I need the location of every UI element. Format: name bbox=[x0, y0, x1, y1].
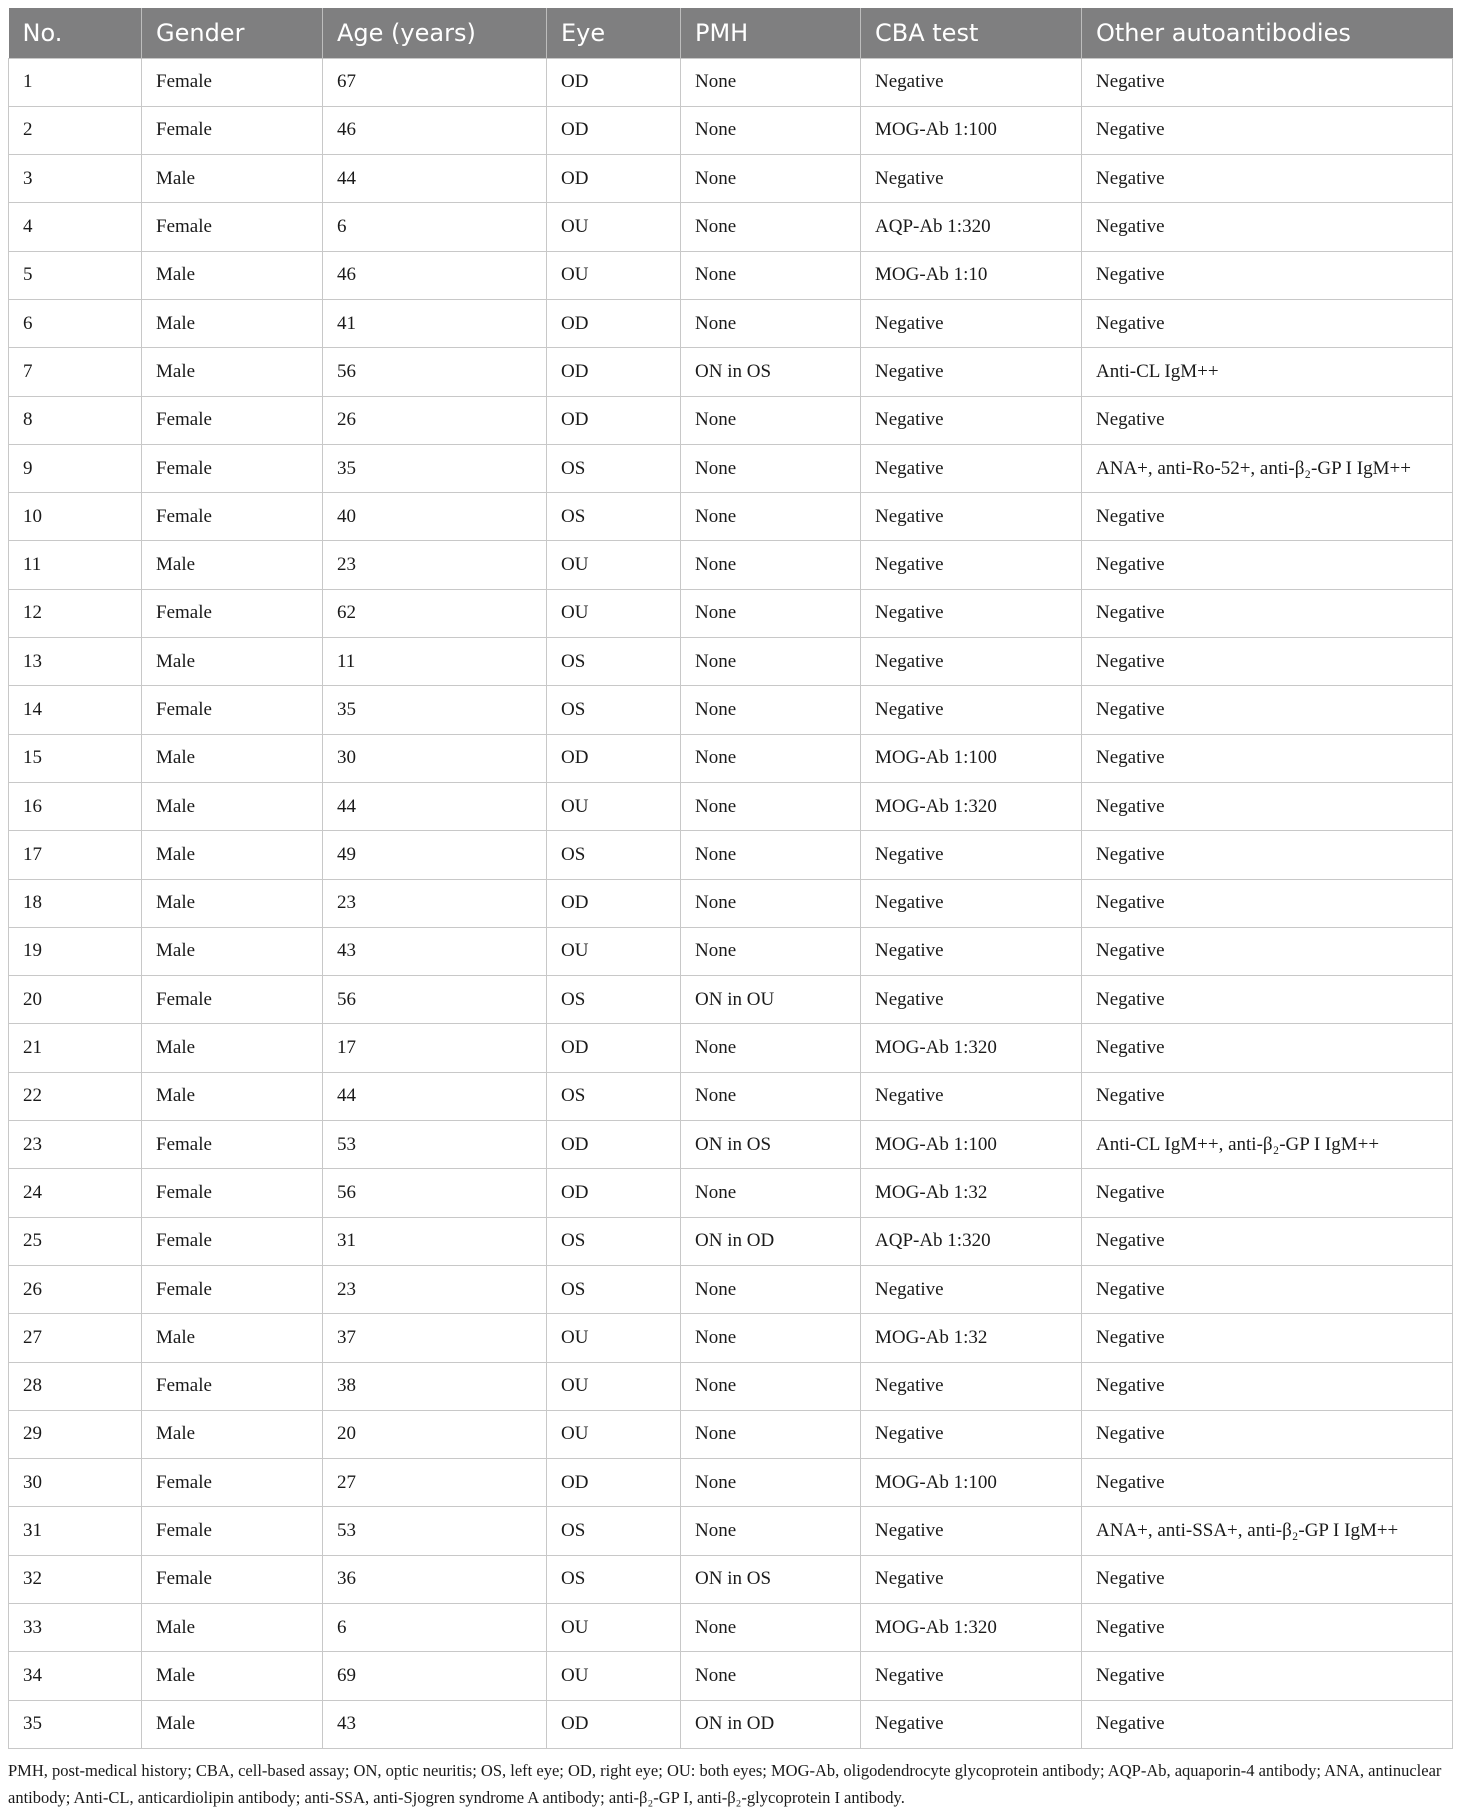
table-row bbox=[9, 155, 1453, 203]
cell-pmh: None bbox=[681, 927, 861, 975]
cell-gender: Female bbox=[142, 203, 323, 251]
cell-pmh: None bbox=[681, 638, 861, 686]
cell-cba-test: Negative bbox=[861, 541, 1082, 589]
cell-gender: Female bbox=[142, 1217, 323, 1265]
cell-pmh: None bbox=[681, 203, 861, 251]
cell-cba-test: Negative bbox=[861, 58, 1082, 106]
cell-no: 3 bbox=[9, 155, 142, 203]
cell-gender: Female bbox=[142, 493, 323, 541]
cell-no: 17 bbox=[9, 831, 142, 879]
cell-other-autoantibodies: Negative bbox=[1082, 589, 1453, 637]
header-pmh: PMH bbox=[681, 8, 861, 58]
table-row bbox=[9, 1652, 1453, 1700]
cell-eye: OU bbox=[547, 1314, 681, 1362]
cell-cba-test: Negative bbox=[861, 444, 1082, 492]
cell-eye: OU bbox=[547, 251, 681, 299]
table-row bbox=[9, 1700, 1453, 1748]
cell-no: 23 bbox=[9, 1121, 142, 1169]
table-row bbox=[9, 1072, 1453, 1120]
cell-eye: OS bbox=[547, 1507, 681, 1555]
cell-age: 56 bbox=[323, 976, 547, 1024]
cell-eye: OU bbox=[547, 1362, 681, 1410]
cell-other-autoantibodies: Negative bbox=[1082, 1459, 1453, 1507]
cell-age: 23 bbox=[323, 879, 547, 927]
cell-other-autoantibodies: Negative bbox=[1082, 493, 1453, 541]
header-other-autoantibodies: Other autoantibodies bbox=[1082, 8, 1453, 58]
cell-age: 27 bbox=[323, 1459, 547, 1507]
cell-age: 41 bbox=[323, 299, 547, 347]
cell-pmh: None bbox=[681, 879, 861, 927]
table-row bbox=[9, 831, 1453, 879]
cell-other-autoantibodies: Negative bbox=[1082, 734, 1453, 782]
cell-other-autoantibodies: Negative bbox=[1082, 831, 1453, 879]
cell-no: 26 bbox=[9, 1265, 142, 1313]
cell-eye: OU bbox=[547, 782, 681, 830]
cell-cba-test: Negative bbox=[861, 396, 1082, 444]
cell-no: 34 bbox=[9, 1652, 142, 1700]
cell-age: 30 bbox=[323, 734, 547, 782]
cell-cba-test: Negative bbox=[861, 348, 1082, 396]
cell-other-autoantibodies: Negative bbox=[1082, 1604, 1453, 1652]
cell-eye: OD bbox=[547, 348, 681, 396]
cell-eye: OS bbox=[547, 976, 681, 1024]
cell-eye: OD bbox=[547, 299, 681, 347]
cell-age: 23 bbox=[323, 1265, 547, 1313]
cell-pmh: ON in OD bbox=[681, 1700, 861, 1748]
cell-other-autoantibodies: Negative bbox=[1082, 1555, 1453, 1603]
cell-other-autoantibodies: Negative bbox=[1082, 976, 1453, 1024]
cell-pmh: None bbox=[681, 1314, 861, 1362]
header-gender: Gender bbox=[142, 8, 323, 58]
cell-eye: OU bbox=[547, 541, 681, 589]
cell-gender: Male bbox=[142, 1314, 323, 1362]
cell-other-autoantibodies: Negative bbox=[1082, 58, 1453, 106]
cell-eye: OU bbox=[547, 589, 681, 637]
table-row bbox=[9, 493, 1453, 541]
cell-gender: Male bbox=[142, 734, 323, 782]
cell-no: 14 bbox=[9, 686, 142, 734]
cell-eye: OD bbox=[547, 734, 681, 782]
cell-gender: Female bbox=[142, 1362, 323, 1410]
cell-pmh: None bbox=[681, 686, 861, 734]
table-row bbox=[9, 1362, 1453, 1410]
cell-pmh: None bbox=[681, 1072, 861, 1120]
cell-no: 15 bbox=[9, 734, 142, 782]
cell-gender: Male bbox=[142, 782, 323, 830]
table-row bbox=[9, 1314, 1453, 1362]
cell-other-autoantibodies: Anti-CL IgM++ bbox=[1082, 348, 1453, 396]
cell-no: 32 bbox=[9, 1555, 142, 1603]
cell-eye: OD bbox=[547, 1024, 681, 1072]
cell-gender: Female bbox=[142, 1121, 323, 1169]
cell-pmh: None bbox=[681, 1652, 861, 1700]
cell-gender: Female bbox=[142, 1459, 323, 1507]
cell-gender: Male bbox=[142, 638, 323, 686]
cell-eye: OU bbox=[547, 1652, 681, 1700]
cell-no: 21 bbox=[9, 1024, 142, 1072]
cell-no: 4 bbox=[9, 203, 142, 251]
cell-cba-test: MOG-Ab 1:320 bbox=[861, 1604, 1082, 1652]
cell-no: 5 bbox=[9, 251, 142, 299]
table-row bbox=[9, 1217, 1453, 1265]
table-row bbox=[9, 396, 1453, 444]
cell-other-autoantibodies: Negative bbox=[1082, 638, 1453, 686]
cell-pmh: None bbox=[681, 734, 861, 782]
cell-eye: OS bbox=[547, 1072, 681, 1120]
cell-cba-test: MOG-Ab 1:100 bbox=[861, 1459, 1082, 1507]
cell-cba-test: AQP-Ab 1:320 bbox=[861, 1217, 1082, 1265]
cell-gender: Male bbox=[142, 299, 323, 347]
cell-eye: OD bbox=[547, 1121, 681, 1169]
table-row bbox=[9, 976, 1453, 1024]
cell-other-autoantibodies: Negative bbox=[1082, 1265, 1453, 1313]
header-age: Age (years) bbox=[323, 8, 547, 58]
cell-no: 2 bbox=[9, 106, 142, 154]
cell-gender: Male bbox=[142, 155, 323, 203]
cell-eye: OS bbox=[547, 1555, 681, 1603]
cell-gender: Female bbox=[142, 1265, 323, 1313]
table-body bbox=[9, 58, 1453, 1748]
table-row bbox=[9, 1024, 1453, 1072]
cell-gender: Male bbox=[142, 348, 323, 396]
cell-gender: Female bbox=[142, 686, 323, 734]
cell-age: 40 bbox=[323, 493, 547, 541]
cell-pmh: None bbox=[681, 541, 861, 589]
cell-pmh: None bbox=[681, 299, 861, 347]
cell-gender: Female bbox=[142, 1507, 323, 1555]
cell-age: 6 bbox=[323, 203, 547, 251]
cell-other-autoantibodies: Negative bbox=[1082, 1024, 1453, 1072]
cell-other-autoantibodies: Negative bbox=[1082, 927, 1453, 975]
cell-pmh: ON in OS bbox=[681, 1121, 861, 1169]
cell-gender: Female bbox=[142, 976, 323, 1024]
cell-gender: Female bbox=[142, 106, 323, 154]
table-row bbox=[9, 782, 1453, 830]
cell-cba-test: Negative bbox=[861, 589, 1082, 637]
header-eye: Eye bbox=[547, 8, 681, 58]
cell-pmh: ON in OU bbox=[681, 976, 861, 1024]
table-row bbox=[9, 251, 1453, 299]
cell-eye: OS bbox=[547, 493, 681, 541]
cell-gender: Male bbox=[142, 1024, 323, 1072]
cell-cba-test: MOG-Ab 1:320 bbox=[861, 1024, 1082, 1072]
cell-age: 6 bbox=[323, 1604, 547, 1652]
cell-other-autoantibodies: Negative bbox=[1082, 686, 1453, 734]
table-row bbox=[9, 1507, 1453, 1555]
cell-eye: OD bbox=[547, 879, 681, 927]
cell-cba-test: Negative bbox=[861, 1700, 1082, 1748]
table-row bbox=[9, 203, 1453, 251]
cell-gender: Male bbox=[142, 1410, 323, 1458]
cell-gender: Male bbox=[142, 541, 323, 589]
cell-gender: Female bbox=[142, 444, 323, 492]
cell-no: 8 bbox=[9, 396, 142, 444]
cell-no: 12 bbox=[9, 589, 142, 637]
cell-no: 33 bbox=[9, 1604, 142, 1652]
cell-other-autoantibodies: Anti-CL IgM++, anti-β₂-GP I IgM++ bbox=[1082, 1121, 1453, 1169]
cell-age: 35 bbox=[323, 686, 547, 734]
cell-age: 43 bbox=[323, 927, 547, 975]
cell-pmh: None bbox=[681, 1604, 861, 1652]
cell-eye: OD bbox=[547, 1169, 681, 1217]
cell-no: 31 bbox=[9, 1507, 142, 1555]
cell-pmh: None bbox=[681, 493, 861, 541]
table-row bbox=[9, 299, 1453, 347]
cell-pmh: None bbox=[681, 251, 861, 299]
table-row bbox=[9, 58, 1453, 106]
cell-cba-test: Negative bbox=[861, 1265, 1082, 1313]
cell-eye: OS bbox=[547, 1265, 681, 1313]
cell-age: 44 bbox=[323, 1072, 547, 1120]
table-container bbox=[8, 8, 1452, 1811]
cell-gender: Female bbox=[142, 1169, 323, 1217]
cell-gender: Male bbox=[142, 1652, 323, 1700]
cell-no: 22 bbox=[9, 1072, 142, 1120]
cell-pmh: None bbox=[681, 1410, 861, 1458]
cell-age: 53 bbox=[323, 1507, 547, 1555]
cell-no: 7 bbox=[9, 348, 142, 396]
cell-cba-test: Negative bbox=[861, 1652, 1082, 1700]
cell-no: 6 bbox=[9, 299, 142, 347]
table-row bbox=[9, 1121, 1453, 1169]
cell-cba-test: MOG-Ab 1:100 bbox=[861, 734, 1082, 782]
cell-pmh: None bbox=[681, 1507, 861, 1555]
cell-eye: OS bbox=[547, 638, 681, 686]
cell-age: 23 bbox=[323, 541, 547, 589]
cell-gender: Male bbox=[142, 1604, 323, 1652]
cell-gender: Male bbox=[142, 927, 323, 975]
cell-no: 9 bbox=[9, 444, 142, 492]
cell-pmh: None bbox=[681, 1169, 861, 1217]
cell-cba-test: Negative bbox=[861, 638, 1082, 686]
cell-no: 13 bbox=[9, 638, 142, 686]
cell-cba-test: MOG-Ab 1:10 bbox=[861, 251, 1082, 299]
cell-gender: Female bbox=[142, 589, 323, 637]
cell-age: 69 bbox=[323, 1652, 547, 1700]
cell-age: 20 bbox=[323, 1410, 547, 1458]
cell-eye: OD bbox=[547, 1700, 681, 1748]
cell-age: 62 bbox=[323, 589, 547, 637]
cell-age: 56 bbox=[323, 1169, 547, 1217]
cell-cba-test: Negative bbox=[861, 155, 1082, 203]
table-row bbox=[9, 106, 1453, 154]
cell-cba-test: MOG-Ab 1:320 bbox=[861, 782, 1082, 830]
table-header-row bbox=[9, 8, 1453, 58]
cell-cba-test: Negative bbox=[861, 686, 1082, 734]
table-row bbox=[9, 638, 1453, 686]
cell-other-autoantibodies: Negative bbox=[1082, 1700, 1453, 1748]
cell-eye: OS bbox=[547, 686, 681, 734]
cell-no: 16 bbox=[9, 782, 142, 830]
cell-other-autoantibodies: Negative bbox=[1082, 155, 1453, 203]
cell-pmh: None bbox=[681, 1362, 861, 1410]
cell-age: 11 bbox=[323, 638, 547, 686]
cell-age: 35 bbox=[323, 444, 547, 492]
cell-other-autoantibodies: Negative bbox=[1082, 782, 1453, 830]
cell-no: 35 bbox=[9, 1700, 142, 1748]
table-row bbox=[9, 1555, 1453, 1603]
cell-cba-test: Negative bbox=[861, 976, 1082, 1024]
cell-cba-test: MOG-Ab 1:32 bbox=[861, 1169, 1082, 1217]
cell-pmh: None bbox=[681, 106, 861, 154]
cell-gender: Male bbox=[142, 1700, 323, 1748]
cell-gender: Male bbox=[142, 831, 323, 879]
cell-age: 17 bbox=[323, 1024, 547, 1072]
cell-cba-test: Negative bbox=[861, 1410, 1082, 1458]
cell-no: 25 bbox=[9, 1217, 142, 1265]
cell-no: 10 bbox=[9, 493, 142, 541]
cell-gender: Male bbox=[142, 1072, 323, 1120]
cell-eye: OS bbox=[547, 444, 681, 492]
cell-age: 56 bbox=[323, 348, 547, 396]
table-row bbox=[9, 879, 1453, 927]
cell-pmh: ON in OD bbox=[681, 1217, 861, 1265]
cell-age: 49 bbox=[323, 831, 547, 879]
cell-eye: OU bbox=[547, 927, 681, 975]
cell-other-autoantibodies: ANA+, anti-SSA+, anti-β₂-GP I IgM++ bbox=[1082, 1507, 1453, 1555]
header-no: No. bbox=[9, 8, 142, 58]
table-row bbox=[9, 589, 1453, 637]
table-row bbox=[9, 686, 1453, 734]
cell-gender: Male bbox=[142, 251, 323, 299]
cell-eye: OD bbox=[547, 58, 681, 106]
cell-no: 24 bbox=[9, 1169, 142, 1217]
cell-no: 19 bbox=[9, 927, 142, 975]
cell-eye: OD bbox=[547, 1459, 681, 1507]
cell-pmh: None bbox=[681, 589, 861, 637]
cell-pmh: None bbox=[681, 58, 861, 106]
cell-other-autoantibodies: Negative bbox=[1082, 1652, 1453, 1700]
table-footnote: PMH, post-medical history; CBA, cell-based assay; ON, optic neuritis; OS, left eye; OD, right eye; OU: both eyes; MOG-Ab, oligodendrocyte glycoprotein antibody; AQP-Ab, aquaporin-4 antibody; ANA, antinuclear antibody; Anti-CL, anticardiolipin antibody; anti-SSA, anti-Sjogren syndrome A antibody; anti-β₂-GP I, anti-β₂-glycoprotein I antibody. bbox=[8, 1760, 1442, 1807]
cell-no: 30 bbox=[9, 1459, 142, 1507]
cell-cba-test: Negative bbox=[861, 927, 1082, 975]
cell-no: 1 bbox=[9, 58, 142, 106]
cell-age: 46 bbox=[323, 251, 547, 299]
cell-other-autoantibodies: Negative bbox=[1082, 203, 1453, 251]
cell-cba-test: MOG-Ab 1:100 bbox=[861, 1121, 1082, 1169]
cell-no: 29 bbox=[9, 1410, 142, 1458]
table-row bbox=[9, 1410, 1453, 1458]
cell-age: 46 bbox=[323, 106, 547, 154]
cell-other-autoantibodies: Negative bbox=[1082, 541, 1453, 589]
cell-age: 38 bbox=[323, 1362, 547, 1410]
cell-cba-test: Negative bbox=[861, 1362, 1082, 1410]
patient-table bbox=[8, 8, 1453, 1749]
cell-gender: Female bbox=[142, 1555, 323, 1603]
cell-cba-test: MOG-Ab 1:32 bbox=[861, 1314, 1082, 1362]
cell-age: 44 bbox=[323, 155, 547, 203]
table-row bbox=[9, 1169, 1453, 1217]
cell-eye: OU bbox=[547, 1604, 681, 1652]
cell-pmh: None bbox=[681, 831, 861, 879]
cell-other-autoantibodies: Negative bbox=[1082, 1217, 1453, 1265]
cell-pmh: ON in OS bbox=[681, 348, 861, 396]
table-row bbox=[9, 1459, 1453, 1507]
cell-no: 18 bbox=[9, 879, 142, 927]
cell-age: 26 bbox=[323, 396, 547, 444]
cell-eye: OD bbox=[547, 155, 681, 203]
table-row bbox=[9, 927, 1453, 975]
cell-pmh: ON in OS bbox=[681, 1555, 861, 1603]
cell-gender: Male bbox=[142, 879, 323, 927]
table-row bbox=[9, 734, 1453, 782]
cell-eye: OS bbox=[547, 1217, 681, 1265]
cell-other-autoantibodies: Negative bbox=[1082, 1072, 1453, 1120]
cell-cba-test: MOG-Ab 1:100 bbox=[861, 106, 1082, 154]
cell-no: 20 bbox=[9, 976, 142, 1024]
cell-no: 28 bbox=[9, 1362, 142, 1410]
header-cba-test: CBA test bbox=[861, 8, 1082, 58]
table-row bbox=[9, 1265, 1453, 1313]
cell-age: 67 bbox=[323, 58, 547, 106]
cell-no: 27 bbox=[9, 1314, 142, 1362]
table-row bbox=[9, 541, 1453, 589]
cell-cba-test: Negative bbox=[861, 493, 1082, 541]
cell-other-autoantibodies: ANA+, anti-Ro-52+, anti-β₂-GP I IgM++ bbox=[1082, 444, 1453, 492]
cell-no: 11 bbox=[9, 541, 142, 589]
cell-other-autoantibodies: Negative bbox=[1082, 1410, 1453, 1458]
cell-age: 44 bbox=[323, 782, 547, 830]
cell-cba-test: Negative bbox=[861, 299, 1082, 347]
cell-pmh: None bbox=[681, 444, 861, 492]
cell-eye: OD bbox=[547, 106, 681, 154]
cell-other-autoantibodies: Negative bbox=[1082, 1362, 1453, 1410]
cell-pmh: None bbox=[681, 396, 861, 444]
cell-cba-test: Negative bbox=[861, 1555, 1082, 1603]
cell-other-autoantibodies: Negative bbox=[1082, 251, 1453, 299]
cell-age: 31 bbox=[323, 1217, 547, 1265]
cell-cba-test: Negative bbox=[861, 1507, 1082, 1555]
cell-eye: OS bbox=[547, 831, 681, 879]
cell-eye: OU bbox=[547, 1410, 681, 1458]
cell-other-autoantibodies: Negative bbox=[1082, 879, 1453, 927]
cell-pmh: None bbox=[681, 155, 861, 203]
cell-cba-test: Negative bbox=[861, 831, 1082, 879]
cell-age: 43 bbox=[323, 1700, 547, 1748]
cell-pmh: None bbox=[681, 782, 861, 830]
cell-pmh: None bbox=[681, 1459, 861, 1507]
cell-cba-test: Negative bbox=[861, 1072, 1082, 1120]
cell-other-autoantibodies: Negative bbox=[1082, 106, 1453, 154]
cell-other-autoantibodies: Negative bbox=[1082, 1314, 1453, 1362]
cell-other-autoantibodies: Negative bbox=[1082, 1169, 1453, 1217]
cell-gender: Female bbox=[142, 396, 323, 444]
cell-cba-test: AQP-Ab 1:320 bbox=[861, 203, 1082, 251]
cell-other-autoantibodies: Negative bbox=[1082, 396, 1453, 444]
cell-pmh: None bbox=[681, 1024, 861, 1072]
cell-age: 53 bbox=[323, 1121, 547, 1169]
cell-age: 36 bbox=[323, 1555, 547, 1603]
cell-other-autoantibodies: Negative bbox=[1082, 299, 1453, 347]
cell-eye: OU bbox=[547, 203, 681, 251]
cell-cba-test: Negative bbox=[861, 879, 1082, 927]
cell-gender: Female bbox=[142, 58, 323, 106]
cell-pmh: None bbox=[681, 1265, 861, 1313]
table-row bbox=[9, 348, 1453, 396]
table-row bbox=[9, 1604, 1453, 1652]
table-row bbox=[9, 444, 1453, 492]
cell-eye: OD bbox=[547, 396, 681, 444]
cell-age: 37 bbox=[323, 1314, 547, 1362]
